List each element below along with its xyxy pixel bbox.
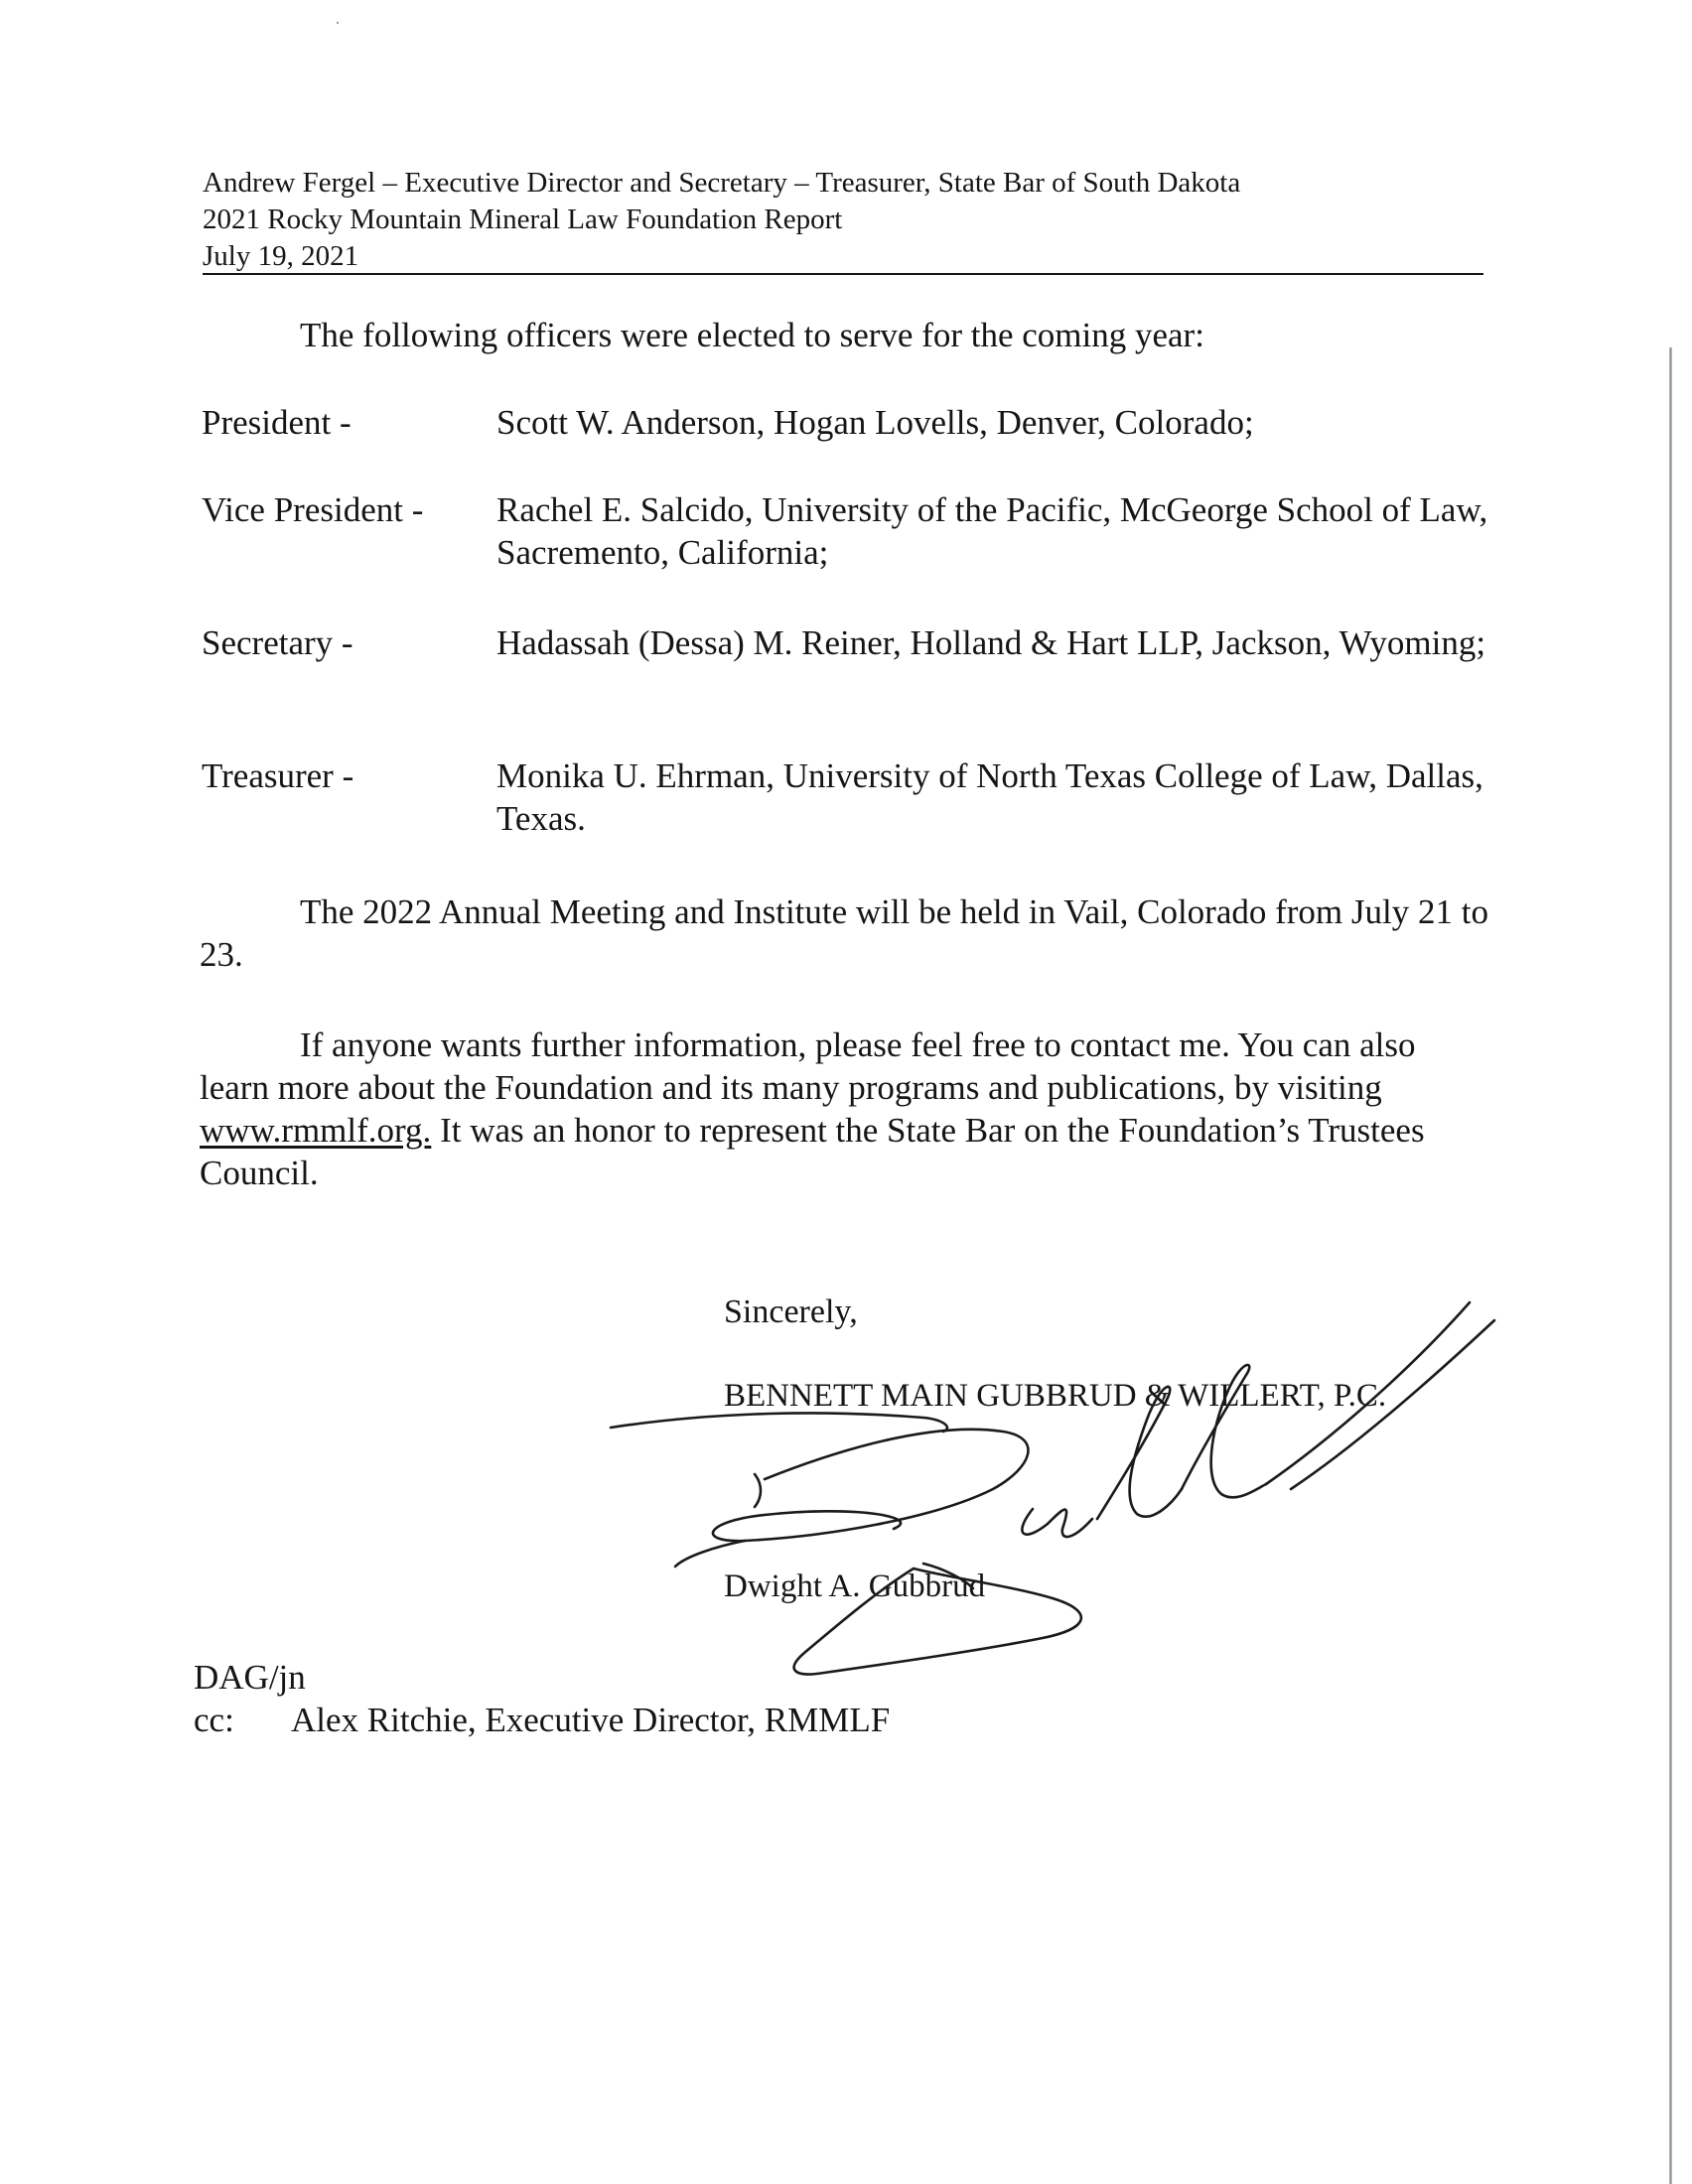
cc-label: cc: — [194, 1701, 234, 1739]
header-date: July 19, 2021 — [203, 240, 359, 272]
officer-detail: Scott W. Anderson, Hogan Lovells, Denver, Colorado; — [496, 403, 1254, 442]
salutation: Sincerely, — [724, 1294, 858, 1330]
contact-text-after: It was an honor to represent the State Bar on the Foundation’s Trustees Council. — [200, 1111, 1425, 1192]
scan-edge-shadow — [1669, 347, 1672, 2184]
website-link[interactable]: www.rmmlf.org. — [200, 1111, 432, 1150]
officer-detail: Hadassah (Dessa) M. Reiner, Holland & Hart LLP, Jackson, Wyoming; — [496, 623, 1486, 662]
signature-stroke — [611, 1413, 947, 1432]
header-report-title: 2021 Rocky Mountain Mineral Law Foundation Report — [203, 204, 843, 235]
firm-name: BENNETT MAIN GUBBRUD & WILLERT, P.C. — [724, 1378, 1387, 1414]
scan-speck — [337, 22, 339, 24]
contact-paragraph — [200, 1024, 1490, 1194]
initials: DAG/jn — [194, 1658, 306, 1697]
contact-text-before: If anyone wants further information, please feel free to contact me. You can also learn more about the Foundation and its many programs and publications, by visiting — [200, 1025, 1416, 1107]
officer-role: Treasurer - — [202, 756, 354, 795]
header-divider — [203, 273, 1483, 275]
header-author-line: Andrew Fergel – Executive Director and Secretary – Treasurer, State Bar of South Dakota — [203, 167, 1241, 199]
meeting-paragraph: The 2022 Annual Meeting and Institute will be held in Vail, Colorado from July 21 to 23. — [200, 892, 1488, 974]
officer-role: Secretary - — [202, 623, 353, 662]
signature-stroke — [1022, 1509, 1092, 1537]
signature-stroke — [675, 1541, 745, 1567]
signer-name: Dwight A. Gubbrud — [724, 1569, 986, 1604]
officer-role: President - — [202, 403, 352, 442]
intro-paragraph: The following officers were elected to serve for the coming year: — [300, 316, 1204, 354]
signature-stroke — [755, 1474, 761, 1507]
report-header — [203, 165, 1483, 275]
signature-stroke — [713, 1430, 1028, 1541]
cc-line — [194, 1701, 890, 1740]
officer-role: Vice President - — [202, 490, 424, 529]
officer-detail: Monika U. Ehrman, University of North Texas College of Law, Dallas, Texas. — [496, 756, 1483, 838]
officer-detail: Rachel E. Salcido, University of the Pacific, McGeorge School of Law, Sacremento, California; — [496, 490, 1488, 572]
cc-recipient: Alex Ritchie, Executive Director, RMMLF — [291, 1701, 891, 1739]
